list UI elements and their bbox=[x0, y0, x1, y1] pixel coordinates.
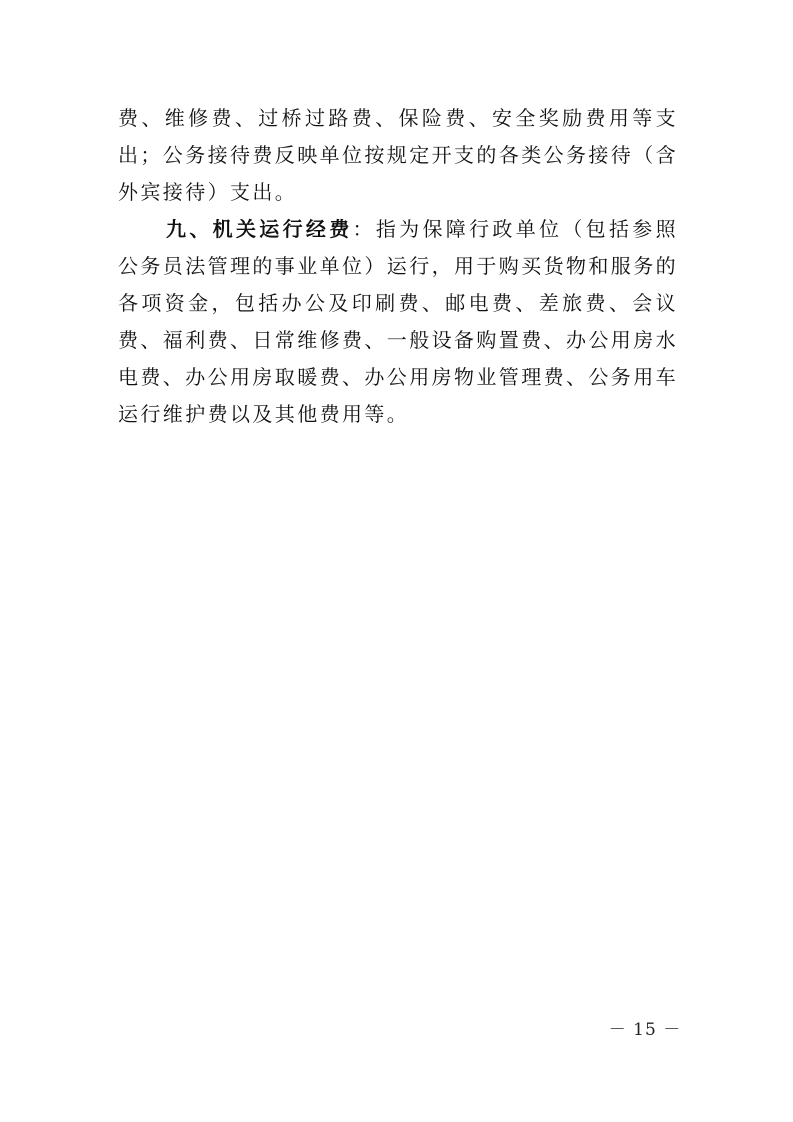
paragraph-text: ：指为保障行政单位（包括参照公务员法管理的事业单位）运行，用于购买货物和服务的各项资金，包括办公及印刷费、邮电费、差旅费、会议费、福利费、日常维修费、一般设备购置费、办公用房水电费、办公用房取暖费、办公用房物业管理费、公务用车运行维护费以及其他费用等。 bbox=[118, 217, 678, 426]
section-heading: 九、机关运行经费 bbox=[166, 217, 353, 241]
paragraph-operating-expenses bbox=[118, 211, 678, 433]
page-number: － 15 － bbox=[608, 1020, 682, 1040]
document-body bbox=[118, 100, 678, 433]
paragraph-text: 费、维修费、过桥过路费、保险费、安全奖励费用等支出；公务接待费反映单位按规定开支的各类公务接待（含外宾接待）支出。 bbox=[118, 106, 678, 204]
paragraph-continuation bbox=[118, 100, 678, 211]
